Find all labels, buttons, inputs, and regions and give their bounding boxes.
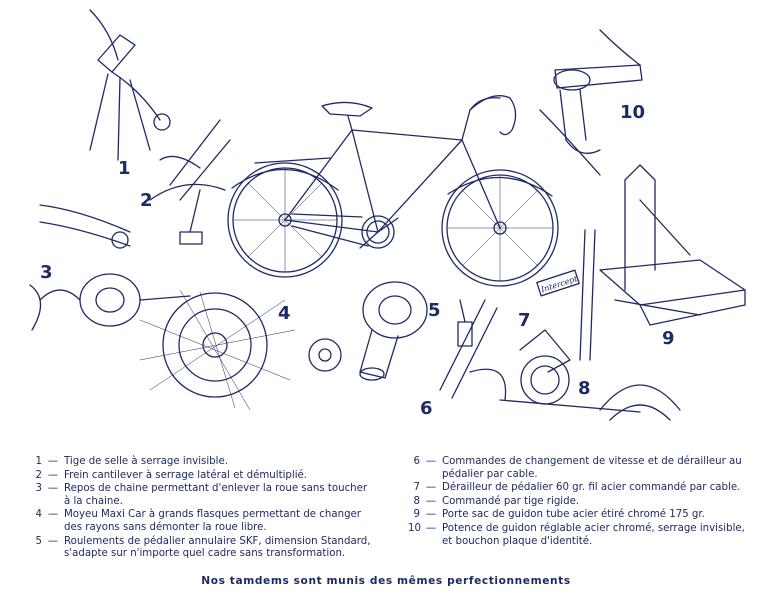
- legend-dash: —: [47, 469, 59, 481]
- callout-8: 8: [578, 378, 591, 399]
- legend-dash: —: [47, 509, 59, 521]
- legend-dash: —: [47, 483, 59, 495]
- detail-chain-rest: [30, 205, 190, 330]
- legend-number: 6: [413, 456, 420, 467]
- legend-item-7: [408, 482, 758, 495]
- frame-badge: Intercept: [539, 274, 579, 295]
- legend-text: Commandé par tige rigide.: [442, 495, 580, 507]
- legend-left: [30, 456, 375, 562]
- legend-number: 2: [35, 469, 42, 481]
- legend-item-8: [408, 496, 758, 509]
- detail-cantilever-brake: [150, 120, 230, 244]
- legend-item-4: [30, 509, 375, 534]
- callout-7: 7: [518, 310, 531, 331]
- callout-4: 4: [278, 303, 291, 324]
- legend-text: Frein cantilever à serrage latéral et démultiplié.: [64, 469, 308, 481]
- legend-dash: —: [425, 509, 437, 521]
- legend-text: Commandes de changement de vitesse et de dérailleur au pédalier par cable.: [442, 456, 742, 480]
- legend-text: Moyeu Maxi Car à grands flasques permettant de changer des rayons sans démonter la roue libre.: [64, 509, 361, 533]
- legend-right: [408, 456, 758, 549]
- detail-maxi-car-hub: [140, 290, 341, 410]
- legend-number: 7: [413, 482, 420, 494]
- legend-text: Potence de guidon réglable acier chromé, serrage invisible, et bouchon plaque d'identité.: [442, 522, 745, 547]
- legend-number: 8: [413, 495, 420, 507]
- legend-item-10: [408, 523, 758, 548]
- legend-text: Dérailleur de pédalier 60 gr. fil acier commandé par cable.: [442, 482, 741, 494]
- detail-bottom-bracket: [360, 282, 427, 380]
- detail-seat-post: [90, 10, 170, 160]
- bicycle-drawing: [228, 96, 558, 286]
- legend-dash: —: [425, 495, 437, 507]
- legend-number: 5: [35, 535, 42, 547]
- callout-9: 9: [662, 328, 675, 349]
- legend-item-9: [408, 509, 758, 522]
- legend-number: 3: [35, 483, 42, 495]
- legend-dash: —: [425, 456, 437, 467]
- callout-10: 10: [620, 102, 646, 123]
- callout-3: 3: [40, 262, 53, 283]
- legend-dash: —: [425, 482, 437, 494]
- detail-shift-controls: [440, 300, 506, 400]
- legend-item-5: [30, 536, 375, 561]
- legend-number: 9: [413, 509, 420, 521]
- footer-caption: Nos tamdems sont munis des mêmes perfectionnements: [201, 575, 571, 587]
- legend-number: 10: [408, 522, 421, 534]
- legend-item-3: [30, 483, 375, 508]
- legend-text: Porte sac de guidon tube acier étiré chromé 175 gr.: [442, 509, 705, 521]
- detail-handlebar-rack: [600, 165, 745, 325]
- legend-dash: —: [425, 522, 437, 534]
- legend-item-6: [408, 456, 758, 481]
- legend-text: Tige de selle à serrage invisible.: [64, 456, 228, 467]
- legend-dash: —: [47, 535, 59, 547]
- callout-2: 2: [140, 190, 153, 211]
- legend-item-1: [30, 456, 375, 469]
- callout-5: 5: [428, 300, 441, 321]
- legend-number: 4: [35, 509, 42, 521]
- legend-text: Repos de chaine permettant d'enlever la roue sans toucher à la chaine.: [64, 483, 368, 507]
- legend-dash: —: [47, 456, 59, 467]
- legend-text: Roulements de pédalier annulaire SKF, dimension Standard, s'adapte sur n'importe quel cadre sans transformation.: [64, 535, 371, 560]
- callout-1: 1: [118, 158, 131, 179]
- legend-number: 1: [35, 456, 42, 467]
- legend-item-2: [30, 470, 375, 483]
- callout-6: 6: [420, 398, 433, 419]
